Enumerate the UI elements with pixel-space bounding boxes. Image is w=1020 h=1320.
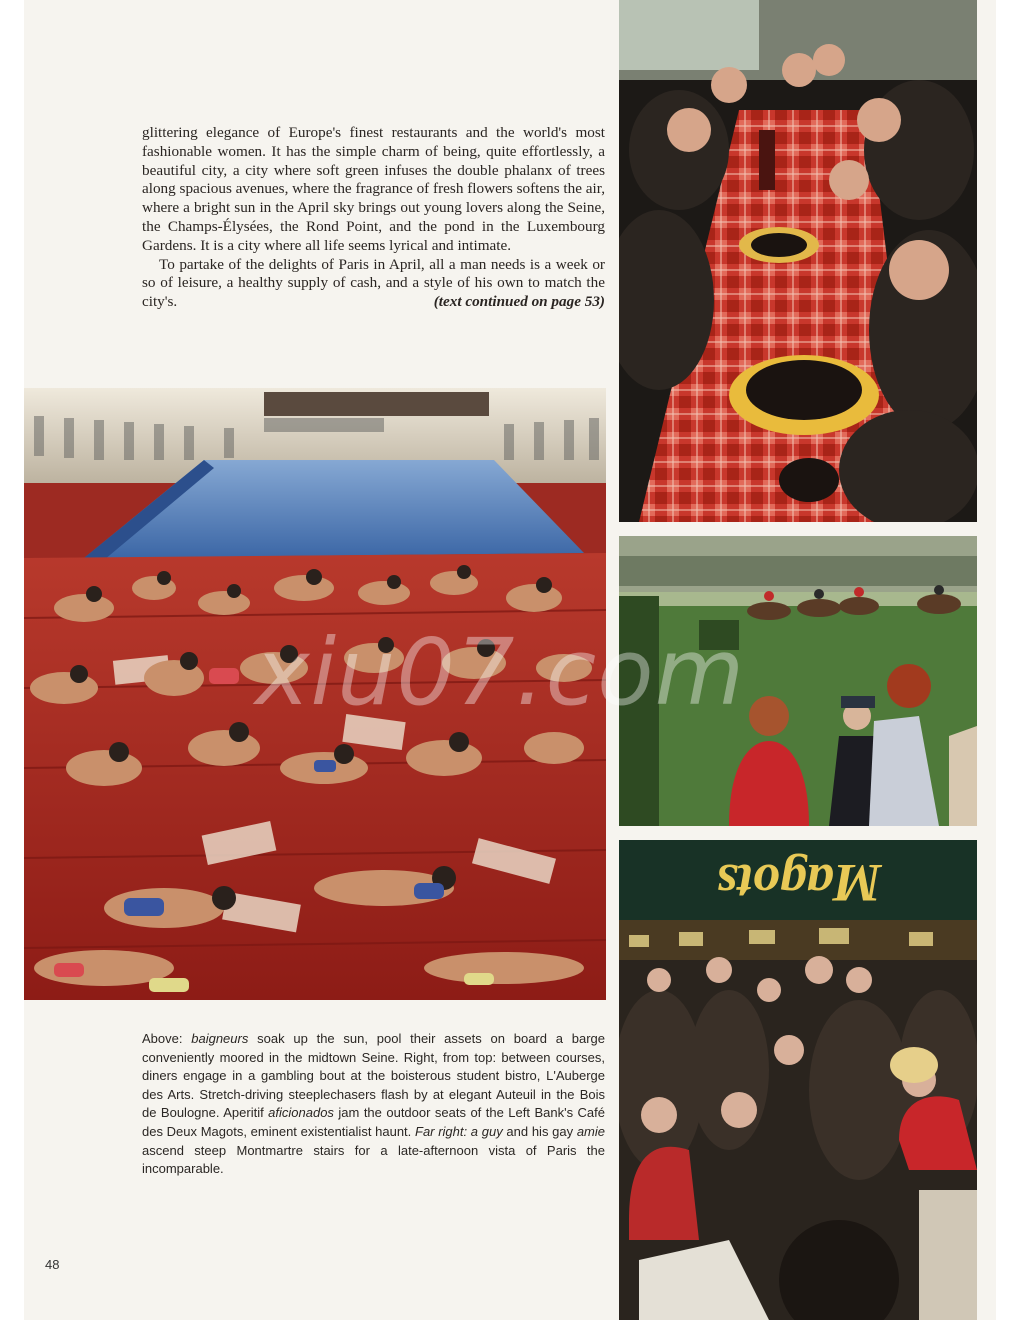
pool-barge-photo — [24, 388, 606, 1000]
bistro-gambling-photo — [619, 0, 977, 522]
photo-caption — [142, 1030, 605, 1179]
caption-part-9: ascend steep Montmartre stairs for a late-afternoon vista of Paris the incomparable. — [142, 1142, 605, 1177]
article-paragraph-1: glittering elegance of Europe's finest restaurants and the world's most fashionable women. It has the simple charm of being, quite effortlessly, a beautiful city, a city where soft green infuses the double phalanx of trees along spacious avenues, where the fragrance of fresh flowers softens the air, where a bright sun in the April sky brings out young lovers along the Seine, the Champs-Élysées, the Rond Point, and the pond in the Luxembourg Gardens. It is a city where all life seems lyrical and intimate. — [142, 124, 605, 254]
caption-part-6: Far right: a guy — [415, 1123, 503, 1139]
caption-part-2: baigneurs — [191, 1031, 249, 1046]
deux-magots-photo — [619, 840, 977, 1320]
steeplechase-photo — [619, 536, 977, 826]
bistro-illustration — [619, 0, 977, 522]
caption-part-3: soak up the sun, pool their assets on board a barge conveniently moored in the midtown Seine. Right, from top: between courses, diners engage in a gambling bout at the boisterous student bistro, L'Auberge des Arts. Stretch-driving steeplechasers flash by at elegant Auteuil in the Bois de Boulogne. Aperitif — [142, 1031, 605, 1121]
article-paragraph-2-text: To partake of the delights of Paris in April, all a man needs is a week or so of leisure, a healthy supply of cash, and a style of his own to match the city's. — [142, 255, 605, 311]
pool-barge-illustration — [24, 388, 606, 1000]
races-illustration — [619, 536, 977, 826]
caption-part-8: amie — [576, 1123, 605, 1139]
cafe-illustration — [619, 840, 977, 1320]
caption-part-1: Above: — [142, 1031, 192, 1046]
caption-part-7: and his gay — [502, 1123, 577, 1139]
cafe-sign-text: Magots — [716, 853, 882, 913]
continued-note: (text continued on page 53) — [433, 293, 605, 311]
caption-part-4: aficionados — [268, 1105, 334, 1121]
watermark: xiu07.com — [255, 619, 746, 726]
article-text — [142, 124, 605, 312]
caption-part-5: jam the outdoor seats of the Left Bank's Café des Deux Magots, eminent existentialist haunt. — [142, 1105, 605, 1139]
article-paragraph-2 — [142, 256, 605, 312]
page-number: 48 — [45, 1257, 60, 1272]
